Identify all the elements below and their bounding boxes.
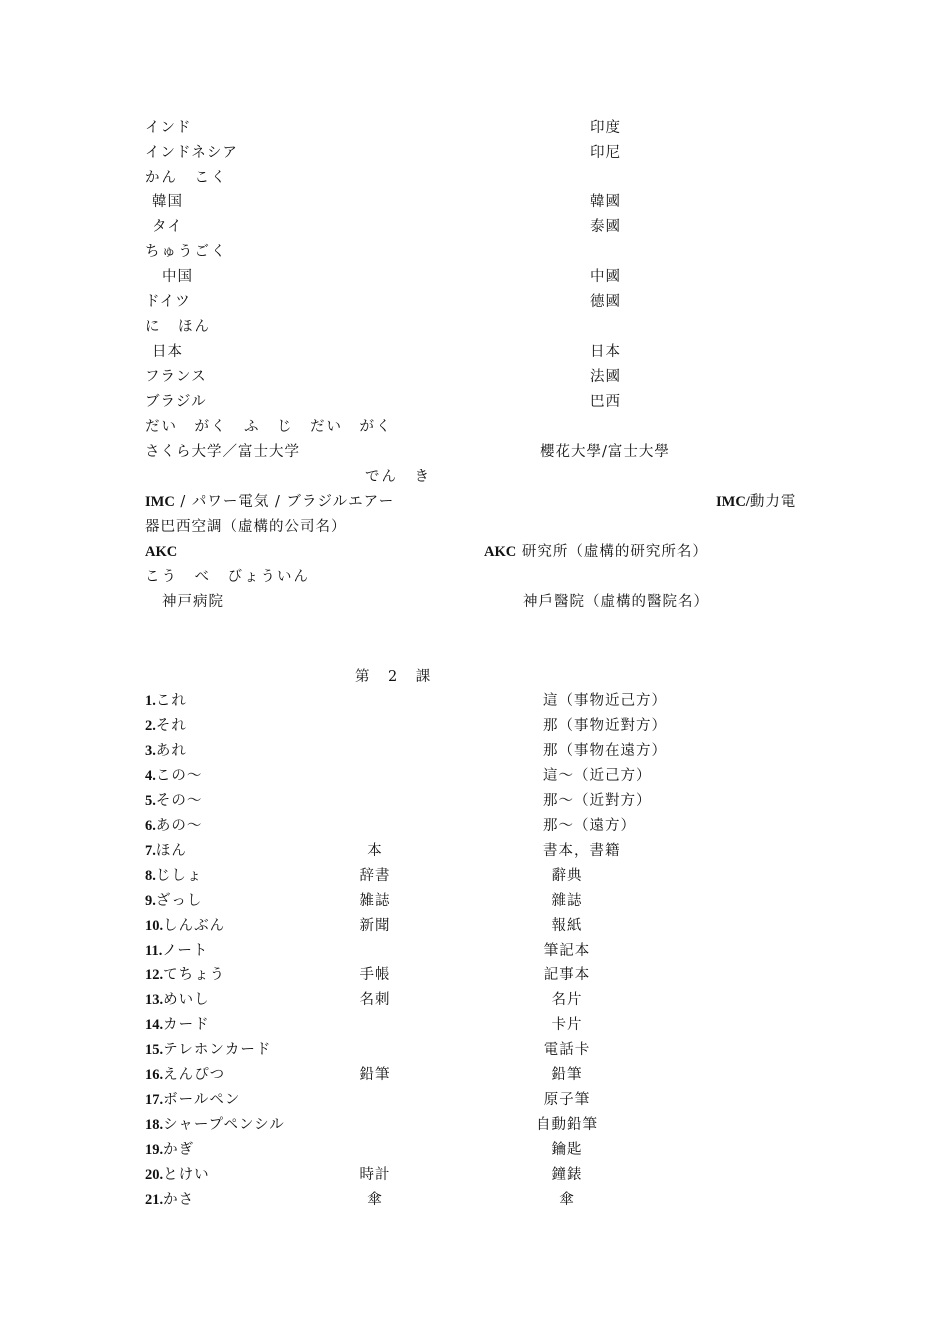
vocab-zh-akc — [484, 543, 708, 561]
item-kanji: 新聞 — [359, 918, 391, 934]
item-translation: 那（事物在遠方） — [543, 743, 667, 759]
vocab-jp-brazil: ブラジル — [145, 394, 207, 410]
item-translation: 鐘錶 — [551, 1167, 583, 1183]
item-kana: じしょ — [155, 868, 203, 884]
item-number: 3. — [145, 743, 156, 759]
furigana-university: だい がく ふ じ だい がく — [145, 419, 393, 435]
item-number: 18. — [145, 1117, 164, 1133]
vocab-jp-akc — [145, 543, 177, 561]
akc-zh-bold-label: AKC — [484, 544, 517, 560]
vocab-jp-imc — [145, 493, 394, 511]
vocab-zh-brazil: 巴西 — [590, 394, 621, 410]
item-number: 4. — [145, 768, 156, 784]
item-kana: ボールペン — [163, 1092, 241, 1108]
item-number: 9. — [145, 893, 156, 909]
item-number: 8. — [145, 868, 156, 884]
imc-bold-label: IMC — [145, 494, 175, 510]
vocab-jp-thai: タイ — [152, 219, 183, 235]
list-item-word — [145, 742, 187, 760]
item-kana: ノート — [162, 943, 209, 959]
item-number: 2. — [145, 718, 156, 734]
vocab-zh-kobe: 神戶醫院（虛構的醫院名） — [523, 594, 709, 610]
list-item-word — [145, 867, 202, 885]
item-number: 19. — [145, 1142, 164, 1158]
item-translation: 鉛筆 — [551, 1067, 583, 1083]
item-number: 5. — [145, 793, 156, 809]
vocab-jp-japan: 日本 — [152, 344, 183, 360]
list-item-word — [145, 1141, 194, 1159]
list-item-word — [145, 842, 187, 860]
item-number: 13. — [145, 992, 164, 1008]
item-translation: 那（事物近對方） — [543, 718, 667, 734]
list-item-word — [145, 1066, 225, 1084]
item-translation: 雜誌 — [551, 893, 583, 909]
item-kana: その～ — [155, 793, 203, 809]
vocab-zh-japan: 日本 — [590, 344, 621, 360]
item-kana: かさ — [163, 1192, 195, 1208]
vocab-jp-indonesia: インドネシア — [145, 145, 238, 161]
item-kana: これ — [155, 693, 187, 709]
list-item-word — [145, 917, 225, 935]
furigana-china: ちゅうごく — [145, 244, 228, 260]
item-kanji: 時計 — [359, 1167, 391, 1183]
item-number: 14. — [145, 1017, 164, 1033]
vocab-jp-china: 中国 — [162, 269, 193, 285]
item-number: 7. — [145, 843, 156, 859]
item-translation: 書本，書籍 — [543, 843, 621, 859]
item-number: 12. — [145, 967, 164, 983]
item-number: 15. — [145, 1042, 164, 1058]
item-translation: 報紙 — [551, 918, 583, 934]
item-translation: 記事本 — [543, 967, 591, 983]
item-kanji: 傘 — [367, 1192, 383, 1208]
item-kanji: 名刺 — [359, 992, 391, 1008]
list-item-word — [145, 1191, 194, 1209]
item-kana: えんぴつ — [163, 1067, 226, 1083]
list-item-word — [145, 1041, 271, 1059]
list-item-word — [145, 1116, 285, 1134]
list-item-word — [145, 767, 202, 785]
item-kana: てちょう — [163, 967, 226, 983]
item-kanji: 本 — [367, 843, 383, 859]
vocab-zh-korea: 韓國 — [590, 194, 621, 210]
item-number: 16. — [145, 1067, 164, 1083]
item-kana: この～ — [155, 768, 203, 784]
vocab-zh-thai: 泰國 — [590, 219, 621, 235]
item-translation: 卡片 — [551, 1017, 583, 1033]
item-kanji: 鉛筆 — [359, 1067, 391, 1083]
item-translation: 辭典 — [551, 868, 583, 884]
vocab-jp-kobe: 神戸病院 — [162, 594, 224, 610]
furigana-denki: でん き — [365, 469, 431, 485]
vocab-jp-korea: 韓国 — [152, 194, 183, 210]
list-item-word — [145, 892, 202, 910]
item-number: 1. — [145, 693, 156, 709]
item-kana: あれ — [155, 743, 187, 759]
item-kana: テレホンカード — [163, 1042, 272, 1058]
list-item-word — [145, 942, 208, 960]
list-item-word — [145, 717, 187, 735]
lesson-title: 第 2 課 — [355, 669, 433, 685]
imc-zh-bold-label: IMC/ — [716, 494, 750, 510]
item-translation: 那～（近對方） — [543, 793, 652, 809]
item-kana: ざっし — [155, 893, 203, 909]
vocab-zh-china: 中國 — [590, 269, 621, 285]
vocab-zh-university: 櫻花大學/富士大學 — [540, 444, 670, 460]
item-number: 20. — [145, 1167, 164, 1183]
vocab-jp-india: インド — [145, 120, 192, 136]
vocab-jp-france: フランス — [145, 369, 207, 385]
item-kana: それ — [155, 718, 187, 734]
item-kana: カード — [163, 1017, 210, 1033]
item-kanji: 雑誌 — [359, 893, 391, 909]
imc-zh-text: 動力電 — [749, 494, 797, 510]
vocab-jp-germany: ドイツ — [145, 294, 191, 310]
item-translation: 筆記本 — [543, 943, 591, 959]
vocab-zh-germany: 德國 — [590, 294, 621, 310]
vocab-zh-imc — [716, 493, 796, 511]
item-kana: とけい — [163, 1167, 210, 1183]
list-item-word — [145, 1016, 210, 1034]
item-translation: 原子筆 — [543, 1092, 591, 1108]
akc-bold-label: AKC — [145, 544, 178, 560]
vocab-zh-imc-continued: 器巴西空調（虛構的公司名） — [145, 519, 347, 535]
imc-jp-text: / パワー電気 / ブラジルエアー — [174, 494, 395, 510]
furigana-japan: に ほん — [145, 319, 211, 335]
list-item-word — [145, 1166, 210, 1184]
item-translation: 鑰匙 — [551, 1142, 583, 1158]
vocab-zh-france: 法國 — [590, 369, 621, 385]
item-number: 10. — [145, 918, 164, 934]
item-kanji: 辞書 — [359, 868, 391, 884]
item-translation: 自動鉛筆 — [536, 1117, 598, 1133]
item-kana: かぎ — [163, 1142, 195, 1158]
item-kana: シャープペンシル — [163, 1117, 285, 1133]
item-translation: 電話卡 — [543, 1042, 591, 1058]
list-item-word — [145, 792, 202, 810]
vocab-zh-india: 印度 — [590, 120, 621, 136]
list-item-word — [145, 991, 210, 1009]
item-kana: めいし — [163, 992, 210, 1008]
item-number: 11. — [145, 943, 163, 959]
akc-zh-text: 研究所（虛構的研究所名） — [516, 544, 708, 560]
furigana-kobe: こう べ びょういん — [145, 569, 310, 585]
item-kana: しんぶん — [163, 918, 226, 934]
item-number: 21. — [145, 1192, 164, 1208]
list-item-word — [145, 1091, 240, 1109]
item-translation: 這（事物近己方） — [543, 693, 667, 709]
item-translation: 名片 — [551, 992, 583, 1008]
vocab-zh-indonesia: 印尼 — [590, 145, 621, 161]
item-translation: 傘 — [559, 1192, 575, 1208]
vocab-jp-university: さくら大学／富士大学 — [145, 444, 300, 460]
item-translation: 這～（近己方） — [543, 768, 652, 784]
list-item-word — [145, 966, 225, 984]
item-kana: ほん — [155, 843, 187, 859]
item-number: 6. — [145, 818, 156, 834]
item-kanji: 手帳 — [359, 967, 391, 983]
item-kana: あの～ — [155, 818, 203, 834]
item-translation: 那～（遠方） — [543, 818, 636, 834]
list-item-word — [145, 692, 187, 710]
list-item-word — [145, 817, 202, 835]
item-number: 17. — [145, 1092, 164, 1108]
furigana-korea: かん こく — [145, 170, 228, 186]
